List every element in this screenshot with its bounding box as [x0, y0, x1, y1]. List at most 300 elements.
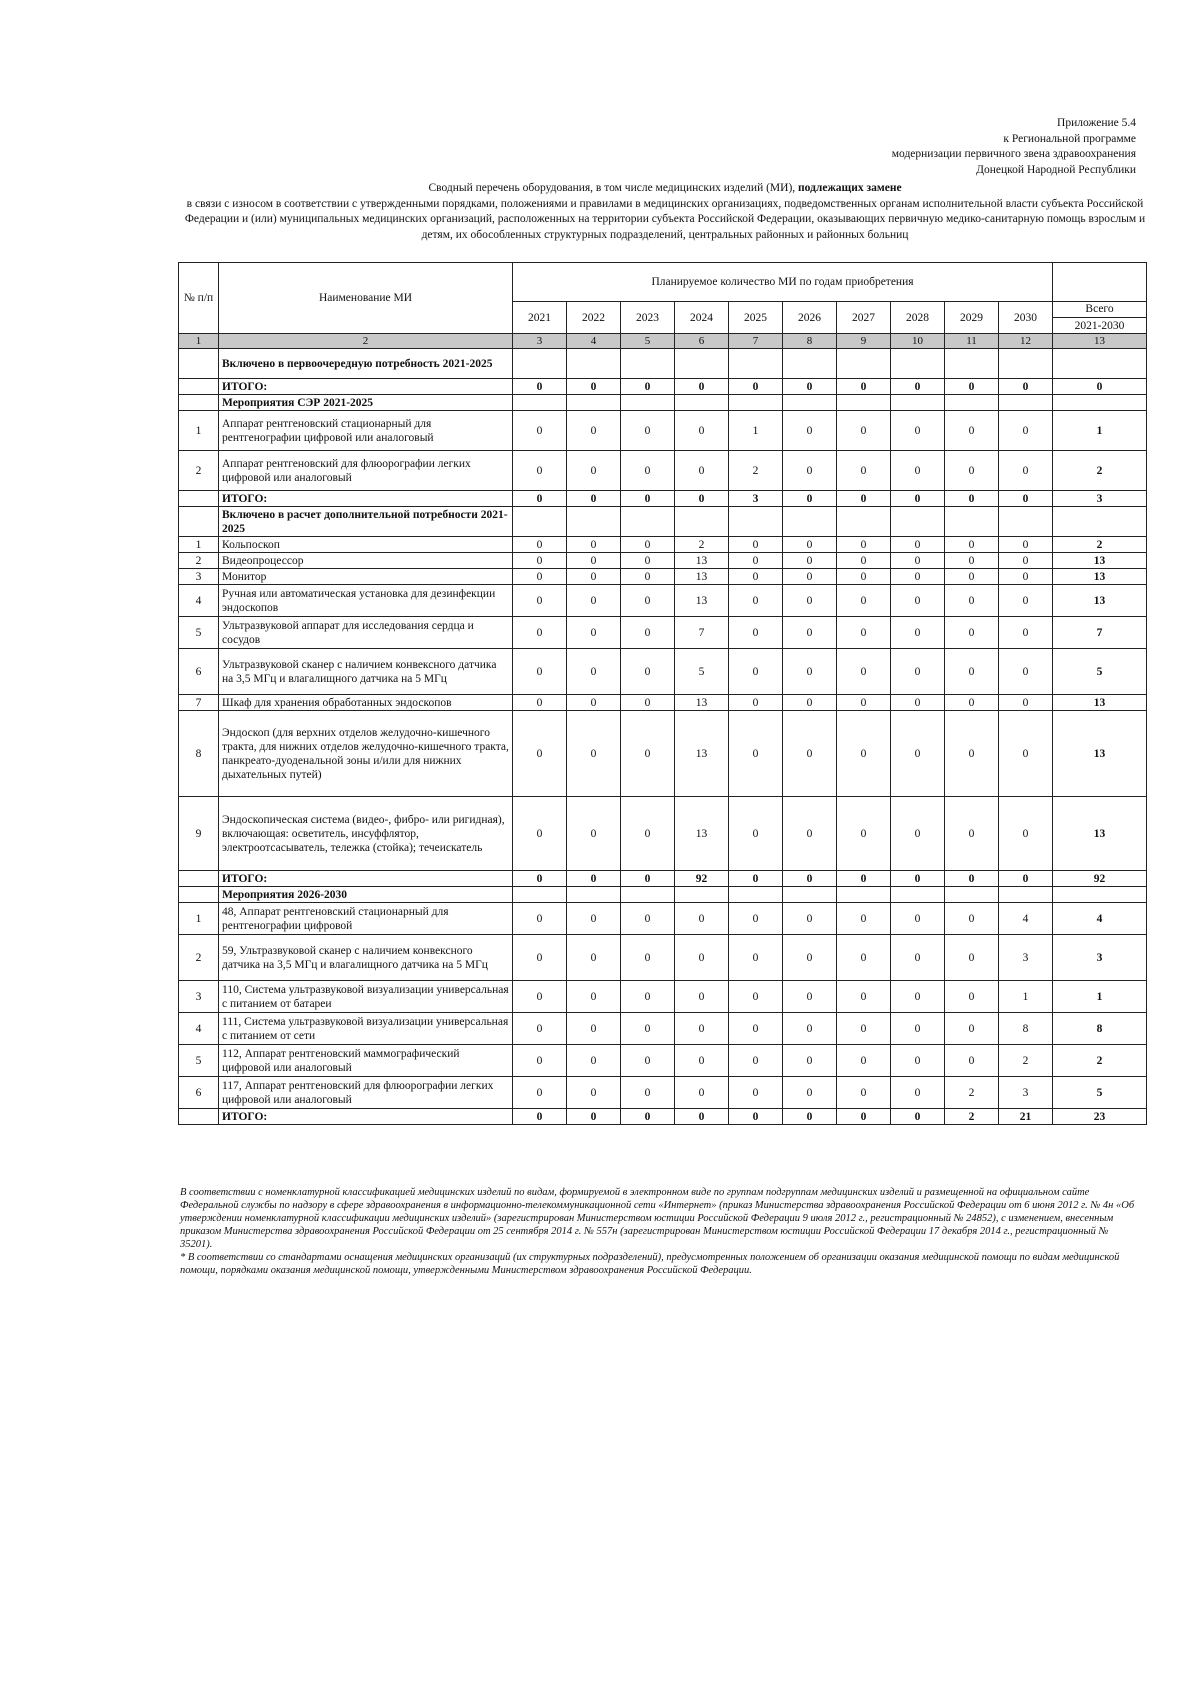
year-value: 0: [729, 1077, 783, 1109]
row-total: 1: [1053, 411, 1147, 451]
year-value: 0: [513, 649, 567, 695]
row-number: [179, 507, 219, 537]
year-value: 0: [891, 711, 945, 797]
year-value: 0: [999, 585, 1053, 617]
year-value: 0: [729, 903, 783, 935]
row-number: [179, 491, 219, 507]
year-value: 0: [783, 411, 837, 451]
column-number: 1: [179, 334, 219, 349]
year-value: 0: [837, 537, 891, 553]
year-value: 0: [945, 649, 999, 695]
year-value: 3: [999, 935, 1053, 981]
table-row: [179, 1077, 1147, 1109]
empty-cell: [621, 349, 675, 379]
year-value: 0: [621, 585, 675, 617]
year-value: 0: [999, 553, 1053, 569]
year-value: 0: [729, 617, 783, 649]
item-name: 59, Ультразвуковой сканер с наличием конвексного датчика на 3,5 МГц и влагалищного датчика на 5 МГц: [219, 935, 513, 981]
year-value: 0: [891, 649, 945, 695]
year-value: 0: [675, 411, 729, 451]
empty-cell: [945, 349, 999, 379]
year-value: 0: [729, 569, 783, 585]
item-name: 112, Аппарат рентгеновский маммографический цифровой или аналоговый: [219, 1045, 513, 1077]
year-value: 7: [675, 617, 729, 649]
year-value: 0: [513, 1077, 567, 1109]
year-value: 0: [513, 569, 567, 585]
appendix-line-4: Донецкой Народной Республики: [976, 163, 1136, 176]
header-total: [1053, 302, 1147, 334]
column-number: 7: [729, 334, 783, 349]
year-value: 0: [675, 491, 729, 507]
year-value: 0: [945, 797, 999, 871]
year-value: 0: [513, 935, 567, 981]
column-number: 8: [783, 334, 837, 349]
year-value: 0: [567, 1045, 621, 1077]
row-number: 6: [179, 1077, 219, 1109]
year-value: 0: [999, 537, 1053, 553]
year-value: 0: [729, 871, 783, 887]
year-value: 0: [891, 1045, 945, 1077]
table-row: [179, 1013, 1147, 1045]
item-name: Видеопроцессор: [219, 553, 513, 569]
year-value: 0: [999, 451, 1053, 491]
header-year: 2022: [567, 302, 621, 334]
year-value: 0: [729, 981, 783, 1013]
year-value: 0: [675, 379, 729, 395]
row-total: 5: [1053, 1077, 1147, 1109]
year-value: 0: [783, 797, 837, 871]
section-title: Включено в расчет дополнительной потребности 2021-2025: [219, 507, 513, 537]
header-year: 2028: [891, 302, 945, 334]
row-total: 7: [1053, 617, 1147, 649]
row-total: 3: [1053, 491, 1147, 507]
year-value: 0: [729, 585, 783, 617]
empty-cell: [1053, 395, 1147, 411]
year-value: 0: [837, 711, 891, 797]
year-value: 0: [783, 695, 837, 711]
section-row: [179, 349, 1147, 379]
empty-cell: [783, 395, 837, 411]
year-value: 0: [621, 1045, 675, 1077]
total-label: ИТОГО:: [219, 491, 513, 507]
year-value: 0: [837, 585, 891, 617]
year-value: 0: [837, 903, 891, 935]
year-value: 0: [891, 537, 945, 553]
column-number: 13: [1053, 334, 1147, 349]
table-row: [179, 585, 1147, 617]
row-total: 13: [1053, 585, 1147, 617]
appendix-header: [716, 116, 1136, 178]
year-value: 0: [891, 569, 945, 585]
table-header-row-1: [179, 263, 1147, 302]
year-value: 0: [513, 1045, 567, 1077]
year-value: 0: [837, 1013, 891, 1045]
year-value: 3: [729, 491, 783, 507]
header-year: 2029: [945, 302, 999, 334]
year-value: 0: [945, 411, 999, 451]
year-value: 0: [675, 935, 729, 981]
total-label: ИТОГО:: [219, 1109, 513, 1125]
year-value: 0: [783, 649, 837, 695]
year-value: 0: [837, 569, 891, 585]
year-value: 13: [675, 711, 729, 797]
row-total: 13: [1053, 711, 1147, 797]
year-value: 0: [567, 797, 621, 871]
year-value: 0: [513, 491, 567, 507]
section-row: [179, 887, 1147, 903]
item-name: Монитор: [219, 569, 513, 585]
table-row: [179, 903, 1147, 935]
empty-cell: [621, 395, 675, 411]
item-name: Эндоскоп (для верхних отделов желудочно-кишечного тракта, для нижних отделов желудочно-кишечного тракта, панкреато-дуоденальной зоны и/или для нижних дыхательных путей): [219, 711, 513, 797]
empty-cell: [945, 507, 999, 537]
total-label: ИТОГО:: [219, 379, 513, 395]
empty-cell: [1053, 349, 1147, 379]
year-value: 0: [567, 617, 621, 649]
year-value: 2: [945, 1109, 999, 1125]
table-row: [179, 537, 1147, 553]
year-value: 0: [621, 569, 675, 585]
year-value: 0: [999, 411, 1053, 451]
row-number: [179, 395, 219, 411]
year-value: 0: [621, 649, 675, 695]
year-value: 0: [729, 711, 783, 797]
empty-cell: [675, 887, 729, 903]
section-row: [179, 395, 1147, 411]
year-value: 0: [945, 981, 999, 1013]
year-value: 0: [999, 491, 1053, 507]
year-value: 0: [837, 1077, 891, 1109]
year-value: 0: [999, 379, 1053, 395]
equipment-table: [178, 262, 1147, 1125]
item-name: Аппарат рентгеновский для флюорографии легких цифровой или аналоговый: [219, 451, 513, 491]
year-value: 0: [513, 553, 567, 569]
year-value: 92: [675, 871, 729, 887]
year-value: 0: [729, 649, 783, 695]
year-value: 0: [999, 871, 1053, 887]
year-value: 0: [891, 491, 945, 507]
column-number: 6: [675, 334, 729, 349]
table-row: [179, 617, 1147, 649]
table-row: [179, 935, 1147, 981]
year-value: 2: [945, 1077, 999, 1109]
table-row: [179, 569, 1147, 585]
item-name: Ручная или автоматическая установка для дезинфекции эндоскопов: [219, 585, 513, 617]
year-value: 0: [729, 797, 783, 871]
year-value: 2: [999, 1045, 1053, 1077]
row-total: 3: [1053, 935, 1147, 981]
column-number: 11: [945, 334, 999, 349]
year-value: 0: [945, 871, 999, 887]
year-value: 0: [783, 553, 837, 569]
column-number: 4: [567, 334, 621, 349]
total-label: ИТОГО:: [219, 871, 513, 887]
empty-cell: [783, 507, 837, 537]
year-value: 0: [729, 379, 783, 395]
table-row: [179, 1045, 1147, 1077]
item-name: 111, Система ультразвуковой визуализации универсальная с питанием от сети: [219, 1013, 513, 1045]
table-row: [179, 695, 1147, 711]
column-number: 5: [621, 334, 675, 349]
row-total: 0: [1053, 379, 1147, 395]
year-value: 0: [567, 649, 621, 695]
empty-cell: [567, 507, 621, 537]
empty-cell: [999, 887, 1053, 903]
year-value: 0: [945, 379, 999, 395]
column-number: 2: [219, 334, 513, 349]
empty-cell: [999, 349, 1053, 379]
column-number: 3: [513, 334, 567, 349]
year-value: 0: [783, 451, 837, 491]
title-bold: подлежащих замене: [798, 182, 902, 194]
column-number: 12: [999, 334, 1053, 349]
year-value: 0: [621, 1109, 675, 1125]
year-value: 0: [729, 1013, 783, 1045]
item-name: 117, Аппарат рентгеновский для флюорографии легких цифровой или аналоговый: [219, 1077, 513, 1109]
year-value: 0: [783, 1109, 837, 1125]
year-value: 0: [567, 1109, 621, 1125]
year-value: 0: [783, 569, 837, 585]
year-value: 0: [513, 585, 567, 617]
year-value: 0: [891, 797, 945, 871]
year-value: 0: [837, 1109, 891, 1125]
item-name: 48, Аппарат рентгеновский стационарный для рентгенографии цифровой: [219, 903, 513, 935]
item-name: 110, Система ультразвуковой визуализации универсальная с питанием от батареи: [219, 981, 513, 1013]
year-value: 0: [513, 1013, 567, 1045]
year-value: 13: [675, 553, 729, 569]
total-row: [179, 1109, 1147, 1125]
year-value: 0: [513, 797, 567, 871]
year-value: 0: [675, 1109, 729, 1125]
year-value: 0: [675, 1045, 729, 1077]
year-value: 0: [621, 491, 675, 507]
year-value: 0: [945, 585, 999, 617]
year-value: 0: [513, 1109, 567, 1125]
year-value: 0: [837, 451, 891, 491]
table-row: [179, 711, 1147, 797]
year-value: 0: [891, 451, 945, 491]
title-lead: Сводный перечень оборудования, в том числе медицинских изделий (МИ),: [428, 182, 799, 194]
year-value: 0: [783, 871, 837, 887]
year-value: 0: [513, 411, 567, 451]
row-number: 3: [179, 981, 219, 1013]
row-number: 1: [179, 537, 219, 553]
year-value: 0: [621, 379, 675, 395]
year-value: 0: [621, 981, 675, 1013]
year-value: 0: [621, 537, 675, 553]
row-number: 3: [179, 569, 219, 585]
year-value: 0: [621, 903, 675, 935]
row-total: 92: [1053, 871, 1147, 887]
year-value: 0: [783, 981, 837, 1013]
year-value: 0: [513, 903, 567, 935]
section-title: Включено в первоочередную потребность 2021-2025: [219, 349, 513, 379]
header-year: 2027: [837, 302, 891, 334]
table-row: [179, 797, 1147, 871]
row-number: 2: [179, 935, 219, 981]
year-value: 0: [675, 451, 729, 491]
year-value: 0: [945, 491, 999, 507]
footnotes: [180, 1186, 1140, 1277]
year-value: 13: [675, 797, 729, 871]
year-value: 0: [567, 1077, 621, 1109]
year-value: 0: [513, 379, 567, 395]
empty-cell: [513, 349, 567, 379]
row-total: 8: [1053, 1013, 1147, 1045]
year-value: 0: [783, 711, 837, 797]
row-number: 4: [179, 585, 219, 617]
year-value: 13: [675, 695, 729, 711]
row-total: 4: [1053, 903, 1147, 935]
year-value: 0: [621, 1077, 675, 1109]
year-value: 0: [783, 1013, 837, 1045]
year-value: 0: [837, 553, 891, 569]
year-value: 0: [837, 871, 891, 887]
item-name: Ультразвуковой аппарат для исследования сердца и сосудов: [219, 617, 513, 649]
table-row: [179, 649, 1147, 695]
row-total: 5: [1053, 649, 1147, 695]
header-year: 2021: [513, 302, 567, 334]
year-value: 0: [621, 1013, 675, 1045]
row-number: 5: [179, 617, 219, 649]
row-number: 7: [179, 695, 219, 711]
item-name: Кольпоскоп: [219, 537, 513, 553]
row-number: 2: [179, 553, 219, 569]
year-value: 0: [891, 695, 945, 711]
appendix-line-2: к Региональной программе: [1003, 132, 1136, 145]
year-value: 0: [567, 537, 621, 553]
header-total-range: 2021-2030: [1053, 317, 1146, 333]
year-value: 0: [999, 617, 1053, 649]
year-value: 0: [513, 871, 567, 887]
row-number: 9: [179, 797, 219, 871]
year-value: 0: [675, 1013, 729, 1045]
year-value: 0: [513, 537, 567, 553]
footnote-2: * В соответствии со стандартами оснащения медицинских организаций (их структурных подразделений), предусмотренных положением об организации оказания медицинской помощи по видам медицинской помощи, порядками оказания медицинской помощи, утвержденными Министерством здравоохранения Российской Федерации.: [180, 1252, 1120, 1276]
year-value: 0: [999, 695, 1053, 711]
year-value: 0: [999, 569, 1053, 585]
empty-cell: [729, 349, 783, 379]
section-title: Мероприятия СЭР 2021-2025: [219, 395, 513, 411]
total-row: [179, 491, 1147, 507]
year-value: 0: [567, 451, 621, 491]
row-total: 2: [1053, 1045, 1147, 1077]
year-value: 0: [783, 379, 837, 395]
year-value: 0: [729, 935, 783, 981]
row-total: 1: [1053, 981, 1147, 1013]
empty-cell: [891, 887, 945, 903]
empty-cell: [675, 395, 729, 411]
year-value: 0: [783, 903, 837, 935]
item-name: Аппарат рентгеновский стационарный для рентгенографии цифровой или аналоговый: [219, 411, 513, 451]
item-name: Ультразвуковой сканер с наличием конвексного датчика на 3,5 МГц и влагалищного датчика на 5 МГц: [219, 649, 513, 695]
year-value: 0: [891, 1013, 945, 1045]
year-value: 0: [783, 491, 837, 507]
year-value: 0: [999, 649, 1053, 695]
row-number: [179, 349, 219, 379]
row-total: 23: [1053, 1109, 1147, 1125]
year-value: 0: [837, 695, 891, 711]
table-row: [179, 553, 1147, 569]
year-value: 0: [567, 411, 621, 451]
row-number: 8: [179, 711, 219, 797]
empty-cell: [837, 395, 891, 411]
appendix-line-1: Приложение 5.4: [1057, 117, 1136, 129]
table-row: [179, 981, 1147, 1013]
year-value: 0: [783, 1045, 837, 1077]
year-value: 0: [891, 553, 945, 569]
header-group: Планируемое количество МИ по годам приобретения: [513, 263, 1053, 302]
empty-cell: [837, 349, 891, 379]
row-total: 13: [1053, 553, 1147, 569]
year-value: 0: [729, 695, 783, 711]
header-year: 2025: [729, 302, 783, 334]
empty-cell: [891, 349, 945, 379]
year-value: 0: [837, 981, 891, 1013]
footnote-1: В соответствии с номенклатурной классификацией медицинских изделий по видам, формируемой в электронном виде по группам подгруппам медицинских изделий и размещенной на официальном сайте Федеральной службы по надзору в сфере здравоохранения в информационно-телекоммуникационной сети «Интернет» (приказ Министерства здравоохранения Российской Федерации от 6 июня 2012 г. № 4н «Об утверждении номенклатурной классификации медицинских изделий» (зарегистрирован Министерством юстиции Российской Федерации 9 июля 2012 г., регистрационный № 24852), с изменением, внесенным приказом Министерства здравоохранения Российской Федерации от 25 сентября 2014 г. № 557н (зарегистрирован Министерством юстиции Российской Федерации 17 декабря 2014 г., регистрационный № 35201).: [180, 1187, 1135, 1250]
year-value: 0: [621, 411, 675, 451]
header-year: 2023: [621, 302, 675, 334]
year-value: 0: [567, 1013, 621, 1045]
year-value: 0: [621, 617, 675, 649]
row-number: 2: [179, 451, 219, 491]
year-value: 0: [891, 981, 945, 1013]
empty-cell: [675, 507, 729, 537]
empty-cell: [891, 395, 945, 411]
year-value: 0: [837, 1045, 891, 1077]
document-title: [180, 181, 1150, 243]
year-value: 0: [945, 553, 999, 569]
empty-cell: [621, 507, 675, 537]
header-total-blank: [1053, 263, 1147, 302]
row-number: 1: [179, 411, 219, 451]
year-value: 0: [729, 537, 783, 553]
year-value: 0: [891, 617, 945, 649]
year-value: 0: [837, 379, 891, 395]
column-number-row: [179, 334, 1147, 349]
year-value: 0: [513, 617, 567, 649]
empty-cell: [513, 507, 567, 537]
year-value: 0: [999, 797, 1053, 871]
year-value: 0: [837, 617, 891, 649]
row-number: 5: [179, 1045, 219, 1077]
empty-cell: [945, 395, 999, 411]
item-name: Шкаф для хранения обработанных эндоскопов: [219, 695, 513, 711]
row-number: [179, 871, 219, 887]
year-value: 0: [945, 617, 999, 649]
year-value: 0: [891, 1077, 945, 1109]
year-value: 0: [783, 617, 837, 649]
year-value: 0: [567, 981, 621, 1013]
year-value: 0: [891, 935, 945, 981]
header-total-label: Всего: [1085, 303, 1114, 315]
column-number: 9: [837, 334, 891, 349]
year-value: 0: [891, 585, 945, 617]
year-value: 0: [513, 711, 567, 797]
year-value: 0: [729, 553, 783, 569]
header-year: 2026: [783, 302, 837, 334]
row-number: [179, 379, 219, 395]
empty-cell: [999, 507, 1053, 537]
row-total: 2: [1053, 451, 1147, 491]
year-value: 0: [567, 379, 621, 395]
empty-cell: [837, 507, 891, 537]
year-value: 0: [621, 451, 675, 491]
year-value: 8: [999, 1013, 1053, 1045]
year-value: 0: [945, 1013, 999, 1045]
empty-cell: [621, 887, 675, 903]
year-value: 0: [621, 711, 675, 797]
